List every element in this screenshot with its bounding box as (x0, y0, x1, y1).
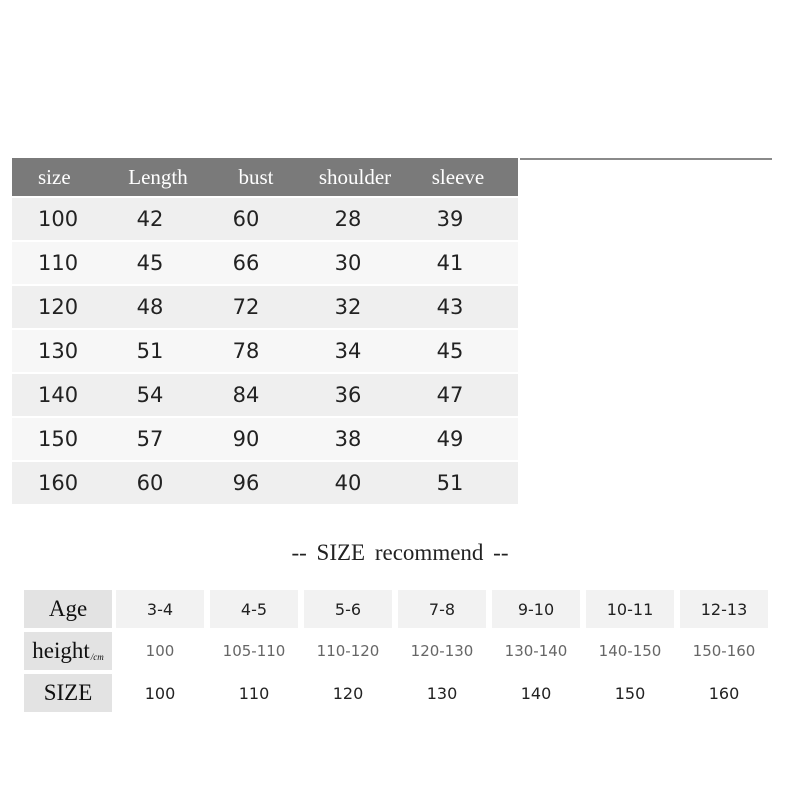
table-cell: 120 (38, 295, 79, 319)
header-size: size (38, 164, 71, 189)
age-cell: 9-10 (492, 590, 580, 628)
table-cell: 57 (136, 427, 164, 451)
table-cell: 28 (334, 207, 362, 231)
table-cell: 150 (38, 427, 79, 451)
table-cell: 60 (232, 207, 260, 231)
table-cell: 51 (436, 471, 464, 495)
height-cell: 130-140 (504, 642, 568, 660)
height-label (24, 632, 112, 670)
table-cell: 45 (136, 251, 164, 275)
table-cell: 38 (334, 427, 362, 451)
height-cell: 110-120 (316, 642, 380, 660)
table-cell: 47 (436, 383, 464, 407)
size-chart-header-row (12, 158, 518, 198)
table-row (12, 286, 518, 330)
size-chart-table (12, 158, 518, 506)
table-cell: 45 (436, 339, 464, 363)
height-cell: 105-110 (222, 642, 286, 660)
table-cell: 49 (436, 427, 464, 451)
table-cell: 130 (38, 339, 79, 363)
size-label: SIZE (24, 674, 112, 712)
age-row (24, 590, 774, 628)
table-cell: 43 (436, 295, 464, 319)
header-shoulder: shoulder (318, 164, 392, 189)
table-cell: 32 (334, 295, 362, 319)
height-row (24, 632, 774, 670)
age-cell: 3-4 (116, 590, 204, 628)
table-cell: 160 (38, 471, 79, 495)
height-cell: 150-160 (692, 642, 756, 660)
age-label: Age (24, 590, 112, 628)
table-cell: 110 (38, 251, 79, 275)
age-cell: 10-11 (586, 590, 674, 628)
size-cell: 130 (426, 683, 458, 703)
table-cell: 40 (334, 471, 362, 495)
table-row (12, 198, 518, 242)
table-cell: 90 (232, 427, 260, 451)
table-cell: 72 (232, 295, 260, 319)
height-cell: 140-150 (598, 642, 662, 660)
table-row (12, 462, 518, 506)
age-cell: 4-5 (210, 590, 298, 628)
table-cell: 84 (232, 383, 260, 407)
divider-line (520, 158, 772, 160)
table-row (12, 242, 518, 286)
table-cell: 51 (136, 339, 164, 363)
age-cell: 7-8 (398, 590, 486, 628)
table-row (12, 330, 518, 374)
height-cell: 120-130 (410, 642, 474, 660)
table-cell: 34 (334, 339, 362, 363)
table-cell: 54 (136, 383, 164, 407)
table-cell: 42 (136, 207, 164, 231)
size-cell: 150 (614, 683, 646, 703)
header-sleeve: sleeve (431, 164, 485, 189)
size-recommend-title: -- SIZE recommend -- (291, 540, 509, 565)
table-cell: 66 (232, 251, 260, 275)
table-cell: 140 (38, 383, 79, 407)
header-bust: bust (238, 164, 274, 189)
header-length: Length (128, 164, 188, 189)
table-cell: 48 (136, 295, 164, 319)
table-cell: 36 (334, 383, 362, 407)
table-row (12, 374, 518, 418)
table-cell: 100 (38, 207, 79, 231)
table-row (12, 418, 518, 462)
age-cell: 5-6 (304, 590, 392, 628)
size-cell: 120 (332, 683, 364, 703)
height-label-text: height (32, 638, 90, 663)
table-cell: 30 (334, 251, 362, 275)
size-cell: 140 (520, 683, 552, 703)
height-unit: /cm (90, 652, 104, 662)
size-row (24, 674, 774, 712)
size-recommend-table (24, 590, 774, 716)
table-cell: 60 (136, 471, 164, 495)
height-cell: 100 (145, 642, 175, 660)
size-cell: 160 (708, 683, 740, 703)
table-cell: 78 (232, 339, 260, 363)
table-cell: 41 (436, 251, 464, 275)
age-cell: 12-13 (680, 590, 768, 628)
size-cell: 110 (238, 683, 270, 703)
size-cell: 100 (144, 683, 176, 703)
table-cell: 96 (232, 471, 260, 495)
table-cell: 39 (436, 207, 464, 231)
